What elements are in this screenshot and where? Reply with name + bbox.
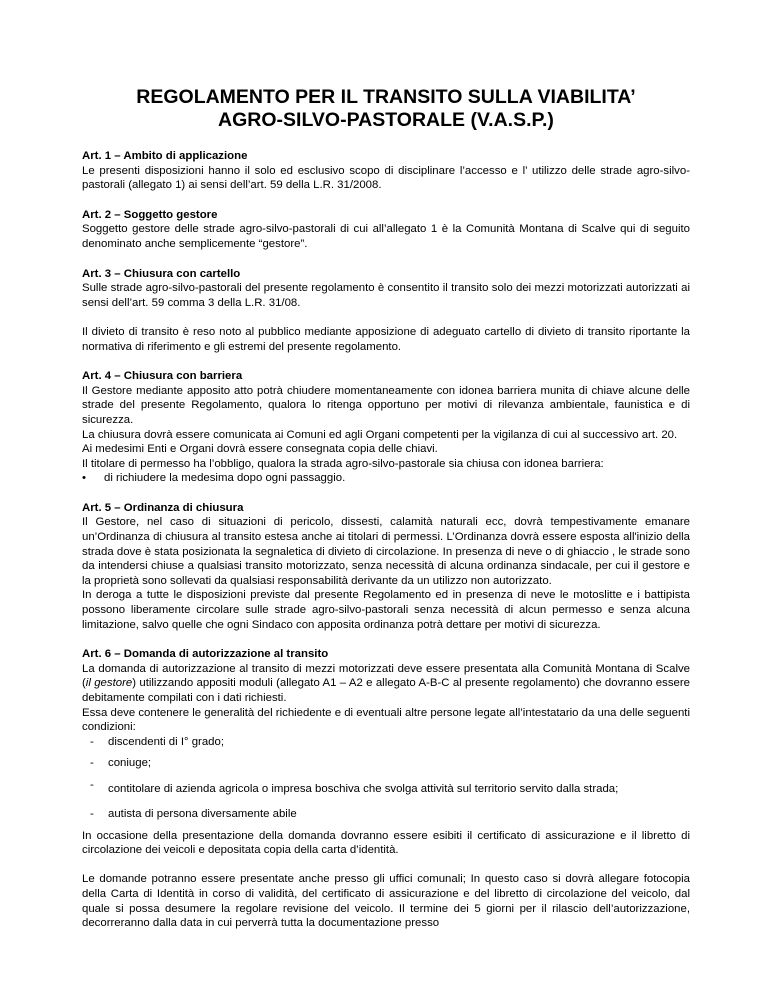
article-6-text-2: Essa deve contenere le generalità del richiedente e di eventuali altre persone legate all’intestatario da una delle seguenti condizioni: xyxy=(82,706,690,734)
article-4-text-4: Il titolare di permesso ha l’obbligo, qualora la strada agro-silvo-pastorale sia chiusa con idonea barriera: xyxy=(82,457,604,470)
article-5-text-1: Il Gestore, nel caso di situazioni di pericolo, dissesti, calamità naturali ecc, dovrà tempestivamente emanare un’Ordinanza di chiusura al transito estesa anche ai titolari di permessi. L’Ordinanza dovrà essere esposta all'inizio della strada dove è stata posizionata la segnaletica di divieto di circolazione. In presenza di neve o di ghiaccio , le strade sono da intendersi chiuse a qualsiasi transito motorizzato, senza necessità di alcuna ordinanza sindacale, per cui il gestore e la proprietà sono sollevati da qualsiasi responsabilità derivante da un utilizzo non autorizzato. xyxy=(82,516,690,587)
list-item xyxy=(82,807,690,822)
article-5 xyxy=(82,501,690,632)
list-item xyxy=(82,778,690,800)
article-4-text-1: Il Gestore mediante apposito atto potrà chiudere momentaneamente con idonea barriera munita di chiave alcune delle strade del presente Regolamento, qualora lo ritenga opportuno per motivi di rilevanza ambientale, faunistica e di sicurezza. xyxy=(82,384,690,426)
article-6-text-4: Le domande potranno essere presentate anche presso gli uffici comunali; In questo caso si dovrà allegare fotocopia della Carta di Identità in corso di validità, del certificato di assicurazione e del libretto di circolazione del veicolo, dal quale si possa desumere la regolare revisione del veicolo. Il termine dei 5 giorni per il rilascio dell’autorizzazione, decorreranno dalla data in cui perverrà tutta la documentazione presso xyxy=(82,873,690,930)
article-1-text: Le presenti disposizioni hanno il solo ed esclusivo scopo di disciplinare l’accesso e l’ utilizzo delle strade agro-silvo- pastorali (allegato 1) ai sensi dell’art. 59 della L.R. 31/2008. xyxy=(82,164,690,192)
article-4-text-2: La chiusura dovrà essere comunicata ai Comuni ed agli Organi competenti per la vigilanza di cui al successivo art. 20. xyxy=(82,428,678,441)
list-item-text: discendenti di I° grado; xyxy=(108,735,225,748)
list-item-text: contitolare di azienda agricola o impresa boschiva che svolga attività sul territorio servito dalla strada; xyxy=(108,782,619,795)
document-page xyxy=(82,86,690,931)
list-item xyxy=(82,756,690,771)
list-item-text: autista di persona diversamente abile xyxy=(108,807,297,820)
article-6-text-3: In occasione della presentazione della domanda dovranno essere esibiti il certificato di assicurazione e il libretto di circolazione dei veicoli e depositata copia della carta d’identità. xyxy=(82,829,690,857)
article-3 xyxy=(82,267,690,355)
article-5-heading: Art. 5 – Ordinanza di chiusura xyxy=(82,501,244,514)
list-item-text: coniuge; xyxy=(108,757,152,770)
article-1 xyxy=(82,149,690,193)
bullet-icon: • xyxy=(82,472,86,485)
article-6-heading: Art. 6 – Domanda di autorizzazione al transito xyxy=(82,648,329,661)
article-6-text-1-emphasis: il gestore xyxy=(85,677,133,690)
article-4 xyxy=(82,369,690,486)
dash-icon: - xyxy=(90,757,94,770)
article-2-heading: Art. 2 – Soggetto gestore xyxy=(82,208,218,221)
article-2-text: Soggetto gestore delle strade agro-silvo-pastorali di cui all’allegato 1 è la Comunità Montana di Scalve qui di seguito denominato anche semplicemente “gestore”. xyxy=(82,223,690,250)
article-2 xyxy=(82,208,690,252)
article-3-text-2: Il divieto di transito è reso noto al pubblico mediante apposizione di adeguato cartello di divieto di transito riportante la normativa di riferimento e gli estremi del presente regolamento. xyxy=(82,325,690,353)
document-title xyxy=(82,86,690,132)
article-6-text-1 xyxy=(82,662,690,706)
dash-icon: - xyxy=(90,778,94,791)
article-3-heading: Art. 3 – Chiusura con cartello xyxy=(82,267,241,280)
article-6-text-1b: ) utilizzando appositi moduli (allegato A1 – A2 e allegato A-B-C al presente regolamento) che dovranno essere debitamente compilati con i dati richiesti. xyxy=(82,677,690,704)
title-line-2: AGRO-SILVO-PASTORALE (V.A.S.P.) xyxy=(218,109,554,131)
article-6 xyxy=(82,647,690,931)
article-5-text-2: In deroga a tutte le disposizioni previste dal presente Regolamento ed in presenza di neve le motoslitte e i battipista possono liberamente circolare sulle strade agro-silvo-pastorali senza necessità di alcun permesso e senza alcuna limitazione, salvo quelle che ogni Sindaco con apposita ordinanza potrà dettare per motivi di sicurezza. xyxy=(82,589,690,631)
dash-icon: - xyxy=(90,807,94,820)
list-item xyxy=(82,735,690,750)
article-1-heading: Art. 1 – Ambito di applicazione xyxy=(82,150,248,162)
article-4-text-3: Ai medesimi Enti e Organi dovrà essere consegnata copia delle chiavi. xyxy=(82,443,438,456)
article-6-text-1a: La domanda di autorizzazione al transito di mezzi motorizzati deve essere presentata alla Comunità Montana di Scalve ( xyxy=(82,662,690,690)
article-4-heading: Art. 4 – Chiusura con barriera xyxy=(82,370,243,383)
dash-icon: - xyxy=(90,735,94,748)
article-4-bullet-text: di richiudere la medesima dopo ogni passaggio. xyxy=(104,472,346,485)
article-4-bullet xyxy=(82,471,690,486)
title-line-1: REGOLAMENTO PER IL TRANSITO SULLA VIABILITA’ xyxy=(136,86,636,108)
article-3-text-1: Sulle strade agro-silvo-pastorali del presente regolamento è consentito il transito solo dei mezzi motorizzati autorizzati ai sensi dell’art. 59 comma 3 della L.R. 31/08. xyxy=(82,282,690,309)
